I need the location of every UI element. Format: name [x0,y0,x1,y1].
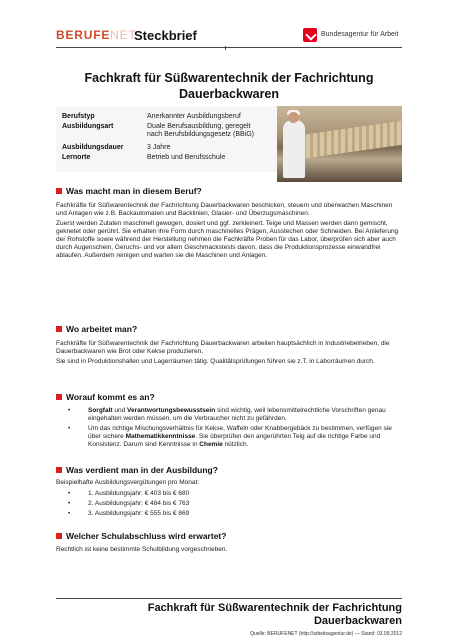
list-item: • 1. Ausbildungsjahr: € 403 bis € 680 [56,490,402,498]
skills-list [56,407,402,451]
info-box: Berufstyp Anerkannter Ausbildungsberuf Ausbildungsart Duale Berufsausbildung, geregelt nach Berufsbildungsgesetz (BBiG) Ausbildungsdauer 3 Jahre Lernorte Betrieb und Berufsschule [56,106,402,172]
list-item: • Sorgfalt und Verantwortungsbewusstsein sind wichtig, weil lebensmittelrechtliche Vorschriften genau eingehalten werden müssen, um die Verbraucher nicht zu gefährden. [56,407,402,423]
footer-divider [56,598,402,599]
section-heading-skills: Worauf kommt es an? [56,392,155,402]
footer-source: Quelle: BERUFENET (http://arbeitsagentur.de) — Stand: 03.09.2012 [250,631,402,637]
section-body-education: Rechtlich ist keine bestimmte Schulbildung vorgeschrieben. [56,546,228,553]
agency-logo-icon [303,28,317,42]
section-heading-tasks: Was macht man in diesem Beruf? [56,186,202,196]
red-square-icon [56,188,62,194]
conveyor-belt-image [299,121,402,159]
section-body-workplace: Fachkräfte für Süßwarentechnik der Fachrichtung Dauerbackwaren arbeiten hauptsächlich in Industriebetrieben, die Dauerbackwaren wie Brot oder Kekse produzieren. Sie sind in Produktionshallen und Lagerräumen tätig. Qualitätsprüfungen führen sie z.T. in Laborräumen durch. [56,340,390,365]
list-item: • 3. Ausbildungsjahr: € 555 bis € 869 [56,510,402,518]
section-heading-salary: Was verdient man in der Ausbildung? [56,465,218,475]
doc-type-label: Steckbrief [134,28,197,43]
header-divider [56,47,402,48]
list-item: • 2. Ausbildungsjahr: € 484 bis € 763 [56,500,402,508]
page-header [56,26,402,46]
header-divider-tick [225,46,226,50]
agency-name: Bundesagentur für Arbeit [321,31,399,38]
red-square-icon [56,394,62,400]
job-photo [277,106,402,182]
section-heading-workplace: Wo arbeitet man? [56,324,137,334]
list-item: • Um das richtige Mischungsverhältnis für Kekse, Waffeln oder Knabbergebäck zu bestimmen, verfügen sie über sichere Mathematikkenntnisse. Sie überprüfen den angerührten Teig auf die richtige Farbe und Konsistenz. Darum sind Kenntnisse in Chemie nützlich. [56,425,402,449]
page-title: Fachkraft für Süßwarentechnik der Fachrichtung Dauerbackwaren [84,71,374,101]
red-square-icon [56,326,62,332]
section-body-tasks: Fachkräfte für Süßwarentechnik der Fachrichtung Dauerbackwaren beschicken, steuern und überwachen Maschinen und Anlagen wie z.B. Backautomaten und Backlinien, Glasier- und Überzugsmaschinen. Zuerst werden Zutaten maschinell gewogen, dosiert und ggf. zerkleinert. Teige und Massen werden dann gemischt, geknetet oder gerührt. Sie erhalten ihre Form durch maschinelles Prägen, Ausstechen oder Schneiden. Bei Anlieferung der Rohstoffe sowie während der Herstellung nehmen die Fachkräfte Proben für das Labor, überprüfen sich aber auch durch Augenschein, Geruchs- und vor allem Geschmackstests davon, dass die Produktionsprozesse einwandfrei ablaufen. Außerdem reinigen und warten sie die Maschinen und Anlagen. [56,202,399,259]
worker-head-image [288,112,299,123]
section-heading-education: Welcher Schulabschluss wird erwartet? [56,531,226,541]
salary-list [56,490,402,520]
berufenet-logo: BERUFENET [56,28,137,42]
red-square-icon [56,533,62,539]
red-square-icon [56,467,62,473]
footer-title: Fachkraft für Süßwarentechnik der Fachrichtung Dauerbackwaren [147,602,402,627]
salary-intro: Beispielhafte Ausbildungsvergütungen pro Monat: [56,479,200,486]
worker-figure-image [283,120,305,178]
